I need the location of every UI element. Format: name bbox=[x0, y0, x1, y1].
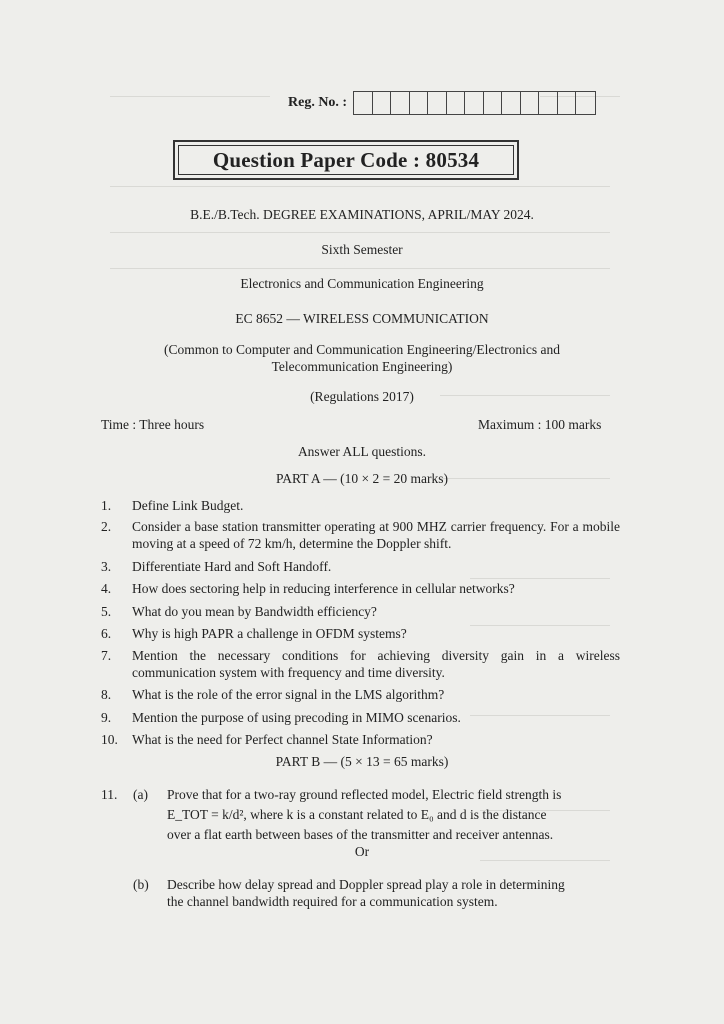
question-number: 6. bbox=[101, 626, 112, 641]
question-item bbox=[101, 518, 631, 552]
reg-no-boxes bbox=[353, 91, 596, 115]
common-to-line-1: (Common to Computer and Communication Engineering/Electronics and bbox=[164, 342, 560, 357]
q11a-line-3: over a flat earth between bases of the transmitter and receiver antennas. bbox=[167, 827, 554, 842]
reg-no-box bbox=[484, 92, 503, 114]
reg-no-box bbox=[447, 92, 466, 114]
option-a-label: (a) bbox=[133, 787, 148, 802]
question-number: 8. bbox=[101, 687, 112, 702]
part-b-title: PART B — (5 × 13 = 65 marks) bbox=[275, 754, 449, 769]
q11a-line-1: Prove that for a two-ray ground reflected model, Electric field strength is bbox=[167, 787, 562, 802]
maximum-marks: Maximum : 100 marks bbox=[478, 417, 602, 432]
question-text: What do you mean by Bandwidth efficiency? bbox=[132, 604, 377, 619]
question-paper-code-inner bbox=[178, 145, 514, 175]
question-text: Define Link Budget. bbox=[132, 498, 244, 513]
common-to-line-2: Telecommunication Engineering) bbox=[271, 359, 453, 374]
question-text: How does sectoring help in reducing interference in cellular networks? bbox=[132, 581, 515, 596]
semester: Sixth Semester bbox=[321, 242, 403, 257]
question-item bbox=[101, 686, 631, 703]
question-number: 9. bbox=[101, 710, 112, 725]
exam-title: B.E./B.Tech. DEGREE EXAMINATIONS, APRIL/MAY 2024. bbox=[190, 207, 534, 222]
question-number: 1. bbox=[101, 498, 112, 513]
question-number: 7. bbox=[101, 648, 112, 663]
question-text: What is the role of the error signal in the LMS algorithm? bbox=[132, 687, 445, 702]
option-b-label: (b) bbox=[133, 877, 149, 892]
reg-no-box bbox=[428, 92, 447, 114]
question-item bbox=[101, 731, 631, 748]
reg-no-box bbox=[558, 92, 577, 114]
question-text: Consider a base station transmitter operating at 900 MHZ carrier frequency. For a mobile moving at a speed of 72 km/h, determine the Doppler shift. bbox=[132, 519, 620, 551]
time-allowed: Time : Three hours bbox=[101, 417, 205, 432]
question-number: 10. bbox=[101, 732, 118, 747]
bleed-through-line bbox=[480, 860, 610, 861]
reg-no-field bbox=[288, 91, 596, 115]
question-item bbox=[101, 709, 631, 726]
reg-no-box bbox=[502, 92, 521, 114]
q11b-line-2: the channel bandwidth required for a communication system. bbox=[167, 894, 498, 909]
question-item bbox=[101, 647, 631, 681]
bleed-through-line bbox=[110, 96, 270, 97]
reg-no-box bbox=[391, 92, 410, 114]
reg-no-box bbox=[410, 92, 429, 114]
question-text: Mention the necessary conditions for achieving diversity gain in a wireless communication system with frequency and time diversity. bbox=[132, 648, 620, 680]
question-number: 2. bbox=[101, 519, 112, 534]
question-item bbox=[101, 625, 631, 642]
q11b-line-1: Describe how delay spread and Doppler spread play a role in determining bbox=[167, 877, 565, 892]
reg-no-box bbox=[373, 92, 392, 114]
department: Electronics and Communication Engineering bbox=[240, 276, 484, 291]
question-text: Differentiate Hard and Soft Handoff. bbox=[132, 559, 332, 574]
question-text: What is the need for Perfect channel State Information? bbox=[132, 732, 433, 747]
bleed-through-line bbox=[110, 186, 610, 187]
regulations: (Regulations 2017) bbox=[310, 389, 414, 404]
reg-no-label: Reg. No. : bbox=[288, 95, 348, 110]
question-number: 4. bbox=[101, 581, 112, 596]
question-number: 11. bbox=[101, 787, 118, 802]
question-number: 3. bbox=[101, 559, 112, 574]
question-text: Mention the purpose of using precoding in MIMO scenarios. bbox=[132, 710, 461, 725]
bleed-through-line bbox=[110, 268, 610, 269]
reg-no-box bbox=[576, 92, 595, 114]
reg-no-box bbox=[539, 92, 558, 114]
question-item bbox=[101, 580, 631, 597]
instruction: Answer ALL questions. bbox=[297, 444, 427, 459]
question-paper-code-box bbox=[173, 140, 519, 180]
question-number: 5. bbox=[101, 604, 112, 619]
question-item bbox=[101, 497, 631, 514]
question-paper-code: Question Paper Code : 80534 bbox=[212, 147, 480, 172]
bleed-through-line bbox=[110, 232, 610, 233]
q11a-line-2: E_TOT = k/d², where k is a constant related to E₀ and d is the distance bbox=[167, 807, 547, 822]
question-text: Why is high PAPR a challenge in OFDM systems? bbox=[132, 626, 407, 641]
course-title: EC 8652 — WIRELESS COMMUNICATION bbox=[235, 311, 489, 326]
bleed-through-line bbox=[470, 578, 610, 579]
part-a-title: PART A — (10 × 2 = 20 marks) bbox=[276, 471, 448, 486]
or-separator: Or bbox=[354, 844, 370, 859]
reg-no-box bbox=[354, 92, 373, 114]
reg-no-box bbox=[521, 92, 540, 114]
question-item bbox=[101, 558, 631, 575]
reg-no-box bbox=[465, 92, 484, 114]
question-item bbox=[101, 603, 631, 620]
